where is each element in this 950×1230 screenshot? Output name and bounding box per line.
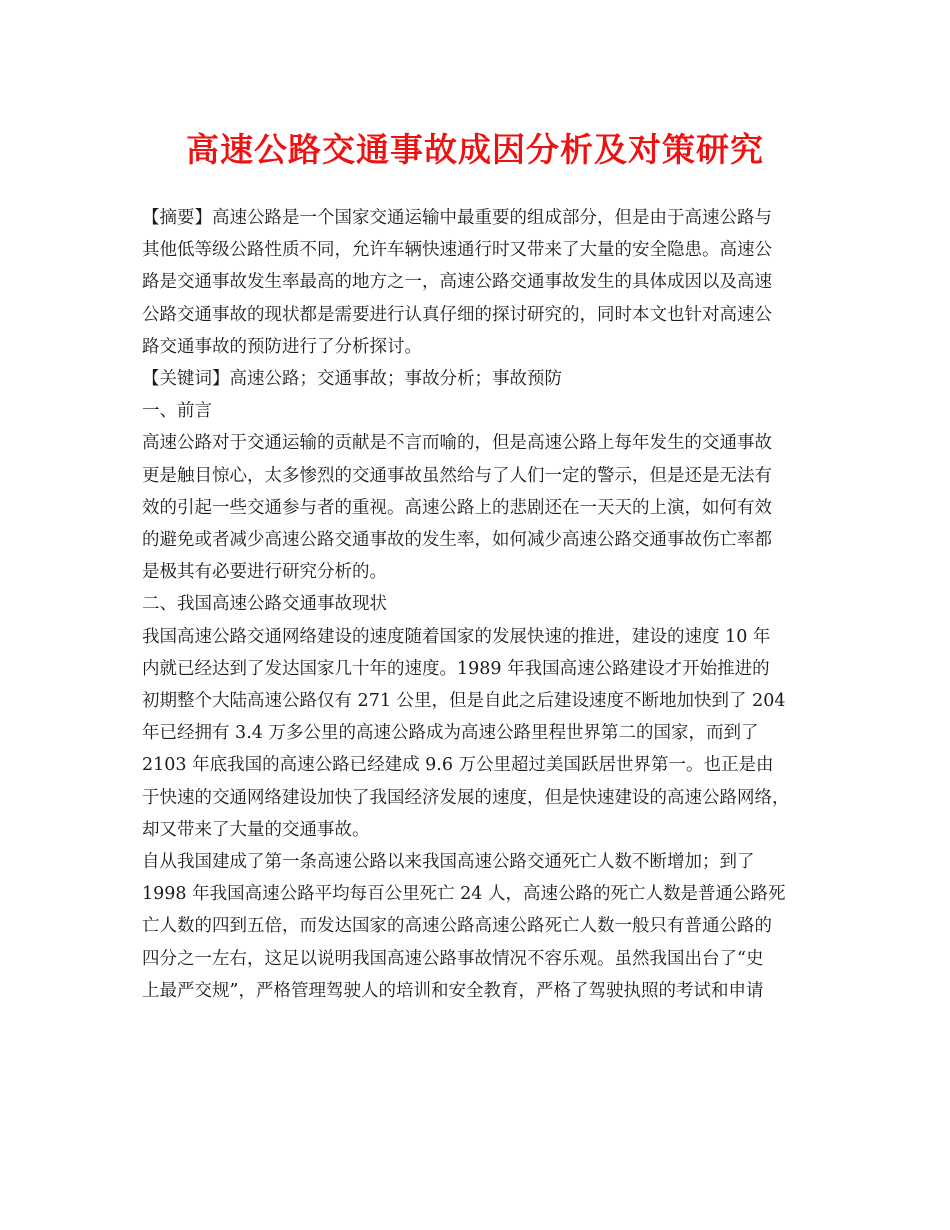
paragraph-line: 却又带来了大量的交通事故。 — [142, 819, 370, 840]
paragraph-line: 1998 年我国高速公路平均每百公里死亡 24 人，高速公路的死亡人数是普通公路死 — [142, 884, 786, 905]
paragraph-line: 初期整个大陆高速公路仅有 271 公里，但是自此之后建设速度不断地加快到了 204 — [142, 691, 786, 712]
paragraph-line: 四分之一左右，这足以说明我国高速公路事故情况不容乐观。虽然我国出台了“史 — [142, 948, 764, 969]
abstract-line: 其他低等级公路性质不同，允许车辆快速通行时又带来了大量的安全隐患。高速公 — [142, 240, 772, 261]
section-intro-paragraph — [142, 427, 814, 588]
paragraph-line: 更是触目惊心，太多惨烈的交通事故虽然给与了人们一定的警示，但是还是无法有 — [142, 465, 772, 486]
abstract-line: 公路交通事故的现状都是需要进行认真仔细的探讨研究的，同时本文也针对高速公 — [142, 304, 772, 325]
keywords: 【关键词】高速公路；交通事故；事故分析；事故预防 — [142, 369, 562, 390]
paragraph-line: 年已经拥有 3.4 万多公里的高速公路成为高速公路里程世界第二的国家，而到了 — [142, 723, 759, 744]
section-status-paragraph-1 — [142, 621, 814, 846]
paragraph-line: 2103 年底我国的高速公路已经建成 9.6 万公里超过美国跃居世界第一。也正是由 — [142, 755, 774, 776]
paragraph-line: 我国高速公路交通网络建设的速度随着国家的发展快速的推进，建设的速度 10 年 — [142, 626, 771, 647]
paragraph-line: 的避免或者减少高速公路交通事故的发生率，如何减少高速公路交通事故伤亡率都 — [142, 530, 772, 551]
abstract-line: 【摘要】高速公路是一个国家交通运输中最重要的组成部分，但是由于高速公路与 — [142, 208, 772, 228]
paragraph-line: 内就已经达到了发达国家几十年的速度。1989 年我国高速公路建设才开始推进的 — [142, 658, 770, 679]
section-heading-status: 二、我国高速公路交通事故现状 — [142, 594, 387, 615]
section-status-paragraph-2 — [142, 846, 814, 1007]
paragraph-line: 亡人数的四到五倍，而发达国家的高速公路高速公路死亡人数一般只有普通公路的 — [142, 916, 772, 937]
paragraph-line: 于快速的交通网络建设加快了我国经济发展的速度，但是快速建设的高速公路网络， — [142, 787, 790, 808]
document-title: 高速公路交通事故成因分析及对策研究 — [186, 130, 764, 169]
abstract — [142, 202, 814, 363]
abstract-line: 路是交通事故发生率最高的地方之一，高速公路交通事故发生的具体成因以及高速 — [142, 272, 772, 293]
paragraph-line: 上最严交规”，严格管理驾驶人的培训和安全教育，严格了驾驶执照的考试和申请 — [142, 980, 764, 1001]
paragraph-line: 是极其有必要进行研究分析的。 — [142, 562, 387, 583]
paragraph-line: 高速公路对于交通运输的贡献是不言而喻的，但是高速公路上每年发生的交通事故 — [142, 433, 772, 454]
paragraph-line: 自从我国建成了第一条高速公路以来我国高速公路交通死亡人数不断增加；到了 — [142, 852, 755, 873]
document-body — [142, 202, 814, 1007]
abstract-line: 路交通事故的预防进行了分析探讨。 — [142, 336, 422, 357]
section-heading-intro: 一、前言 — [142, 401, 212, 422]
paragraph-line: 效的引起一些交通参与者的重视。高速公路上的悲剧还在一天天的上演，如何有效 — [142, 497, 772, 518]
